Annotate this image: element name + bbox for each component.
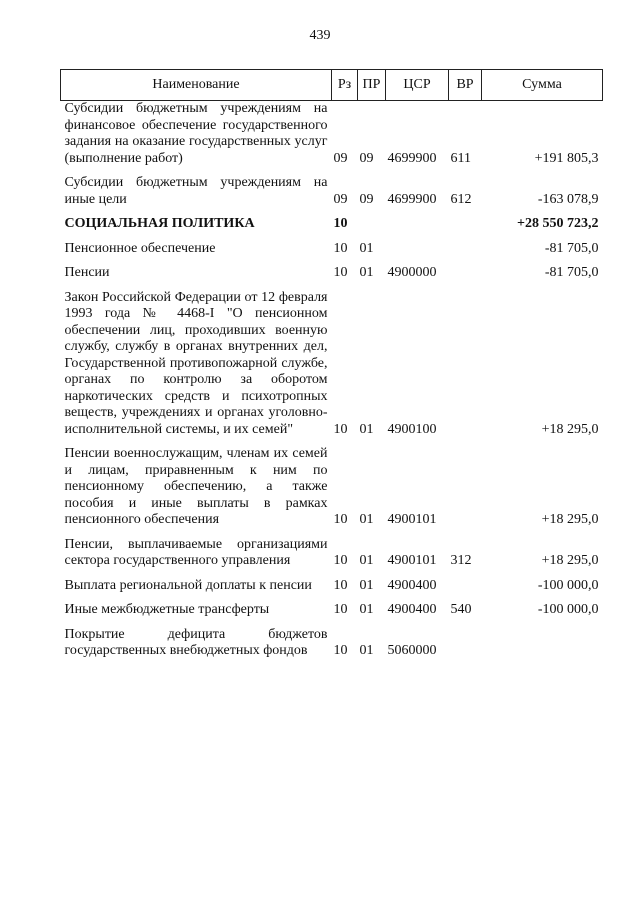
table-row <box>61 241 603 258</box>
table-row <box>61 175 603 208</box>
row-rz: 10 <box>333 265 348 280</box>
row-pr: 01 <box>359 421 374 437</box>
row-spacer <box>61 529 603 537</box>
row-sum: +18 295,0 <box>541 421 599 437</box>
table-row <box>61 627 603 660</box>
header-vr: ВР <box>449 70 482 101</box>
header-pr: ПР <box>358 70 386 101</box>
row-csr: 4900101 <box>387 512 437 527</box>
row-spacer <box>61 594 603 602</box>
row-csr: 4900400 <box>387 602 437 617</box>
row-csr: 4900100 <box>387 421 437 437</box>
header-csr: ЦСР <box>386 70 449 101</box>
table-row-section <box>61 216 603 233</box>
row-csr: 4699900 <box>387 191 437 207</box>
page-number: 439 <box>309 28 331 43</box>
row-vr <box>449 265 482 282</box>
row-csr <box>386 241 449 258</box>
row-pr: 09 <box>359 150 374 166</box>
row-vr <box>449 241 482 258</box>
row-rz: 10 <box>333 602 348 617</box>
row-pr: 01 <box>359 512 374 527</box>
row-name: СОЦИАЛЬНАЯ ПОЛИТИКА <box>64 216 255 231</box>
row-name: Иные межбюджетные трансферты <box>64 602 270 617</box>
row-csr: 4900101 <box>387 553 437 568</box>
table-body <box>61 101 603 660</box>
row-spacer <box>61 167 603 175</box>
table-row <box>61 101 603 168</box>
row-name: Субсидии бюджетным учреждениям на иные цели <box>64 175 328 207</box>
row-pr: 01 <box>359 240 374 256</box>
row-rz: 09 <box>333 150 348 166</box>
row-name: Пенсионное обеспечение <box>64 240 216 256</box>
row-rz: 10 <box>333 421 348 437</box>
row-rz: 10 <box>333 512 348 527</box>
row-rz: 10 <box>333 577 348 593</box>
row-pr: 01 <box>359 643 374 658</box>
row-pr: 01 <box>359 553 374 568</box>
row-sum: -81 705,0 <box>544 240 599 256</box>
row-rz: 09 <box>333 191 348 207</box>
row-name: Пенсии <box>64 265 110 280</box>
table-row <box>61 602 603 619</box>
row-vr: 540 <box>450 602 472 617</box>
row-sum: +18 295,0 <box>541 512 599 527</box>
row-name: Субсидии бюджетным учреждениям на финансовое обеспечение государственного задания на оказание государственных услуг (выполнение работ) <box>64 101 328 166</box>
row-spacer <box>61 282 603 290</box>
row-sum: +28 550 723,2 <box>517 216 599 231</box>
row-rz: 10 <box>333 240 348 256</box>
row-name: Закон Российской Федерации от 12 февраля 1993 года № 4468-I "О пенсионном обеспечении лиц, проходивших военную службу, службу в органах внутренних дел, Государственной противопожарной службе, органах по контролю за оборотом наркотических средств и психотропных веществ, учреждениях и органах уголовно-исполнительной системы, и их семей" <box>64 289 328 437</box>
row-spacer <box>61 208 603 216</box>
row-vr <box>449 627 482 660</box>
row-name: Пенсии военнослужащим, членам их семей и лицам, приравненным к ним по пенсионному обеспечению, а также пособия и иные выплаты в рамках пенсионного обеспечения <box>64 446 328 527</box>
row-pr: 01 <box>359 265 374 280</box>
row-name: Выплата региональной доплаты к пенсии <box>64 577 312 593</box>
row-sum <box>482 627 603 660</box>
row-spacer <box>61 438 603 446</box>
row-csr: 4900400 <box>387 577 437 593</box>
row-rz: 10 <box>333 553 348 568</box>
budget-table <box>60 69 603 660</box>
row-sum: -100 000,0 <box>537 577 599 593</box>
row-vr <box>449 290 482 439</box>
row-csr: 4900000 <box>387 265 437 280</box>
table-header <box>61 70 603 101</box>
row-vr <box>449 446 482 529</box>
header-rz: Рз <box>332 70 358 101</box>
row-rz: 10 <box>333 643 348 658</box>
row-spacer <box>61 233 603 241</box>
row-spacer <box>61 570 603 578</box>
row-csr: 5060000 <box>387 643 437 658</box>
row-csr <box>386 216 449 233</box>
row-vr <box>449 578 482 595</box>
row-spacer <box>61 619 603 627</box>
row-sum: +191 805,3 <box>534 150 599 166</box>
table-row <box>61 290 603 439</box>
row-pr: 01 <box>359 577 374 593</box>
row-vr: 312 <box>450 553 472 568</box>
row-vr: 611 <box>450 150 471 166</box>
row-csr: 4699900 <box>387 150 437 166</box>
header-row <box>61 70 603 101</box>
row-vr: 612 <box>450 191 472 207</box>
row-sum: -100 000,0 <box>537 602 599 617</box>
row-spacer <box>61 257 603 265</box>
row-name: Пенсии, выплачиваемые организациями сектора государственного управления <box>64 536 328 568</box>
row-pr: 09 <box>359 191 374 207</box>
row-sum: +18 295,0 <box>541 553 599 568</box>
table-row <box>61 265 603 282</box>
table-row <box>61 578 603 595</box>
header-name: Наименование <box>61 70 332 101</box>
row-pr <box>358 216 386 233</box>
row-vr <box>449 216 482 233</box>
table-row <box>61 446 603 529</box>
row-sum: -163 078,9 <box>537 191 599 207</box>
row-rz: 10 <box>333 216 348 231</box>
row-name: Покрытие дефицита бюджетов государственных внебюджетных фондов <box>64 626 328 658</box>
row-sum: -81 705,0 <box>544 265 599 280</box>
row-pr: 01 <box>359 602 374 617</box>
table-row <box>61 537 603 570</box>
header-sum: Сумма <box>482 70 603 101</box>
